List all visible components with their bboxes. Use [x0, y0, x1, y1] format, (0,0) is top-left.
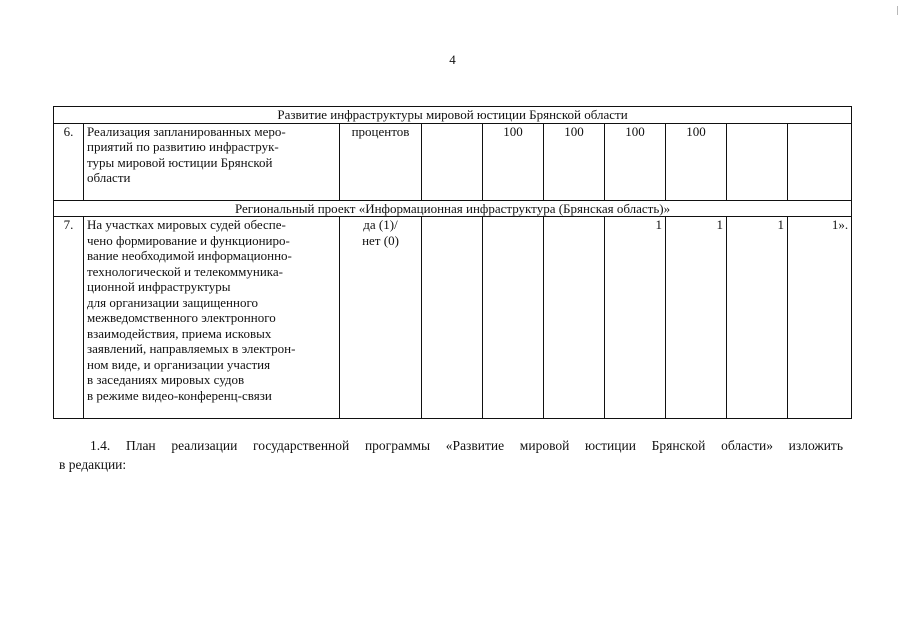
value-cell: 100	[544, 123, 605, 200]
description-line: межведомственного электронного	[87, 310, 276, 325]
description-line: области	[87, 170, 131, 185]
value-cell	[544, 217, 605, 419]
value-cell	[788, 123, 852, 200]
description-line: чено формирование и функциониро-	[87, 232, 290, 248]
value-cell: 100	[666, 123, 727, 200]
unit-cell	[340, 217, 422, 419]
value-cell: 100	[605, 123, 666, 200]
section-title-infrastructure: Развитие инфраструктуры мировой юстиции Брянской области	[54, 107, 852, 124]
unit-line: процентов	[351, 123, 410, 139]
description-line: в режиме видео-конференц-связи	[87, 387, 272, 403]
unit-cell	[340, 123, 422, 200]
indicator-description	[84, 123, 340, 200]
row-number: 7.	[54, 217, 84, 419]
description-line: ционной инфраструктуры	[87, 279, 231, 294]
row-number: 6.	[54, 123, 84, 200]
page-number: 4	[449, 52, 456, 67]
value-cell	[422, 217, 483, 419]
amendment-paragraph	[59, 436, 843, 474]
value-cell: 1».	[788, 217, 852, 419]
indicator-description	[84, 217, 340, 419]
description-line: заявлений, направляемых в электрон-	[87, 341, 296, 356]
paragraph-line: в редакции:	[59, 457, 127, 472]
value-cell: 1	[727, 217, 788, 419]
description-line: для организации защищенного	[87, 294, 258, 310]
value-cell	[422, 123, 483, 200]
description-line: На участках мировых судей обеспе-	[87, 217, 286, 232]
scan-edge-mark	[897, 6, 898, 15]
unit-line: да (1)/	[363, 217, 398, 232]
description-line: туры мировой юстиции Брянской	[87, 154, 273, 170]
section-row-infrastructure	[54, 107, 852, 124]
description-line: взаимодействия, приема исковых	[87, 325, 272, 341]
description-line: технологической и телекоммуника-	[87, 263, 284, 279]
value-cell: 100	[483, 123, 544, 200]
value-cell	[483, 217, 544, 419]
unit-line: нет (0)	[362, 232, 399, 248]
paragraph-line: 1.4. План реализации государственной программы «Развитие мировой юстиции Брянской области» изложить	[90, 438, 843, 453]
value-cell: 1	[605, 217, 666, 419]
description-line: в заседаниях мировых судов	[87, 372, 245, 387]
indicators-table	[53, 106, 852, 419]
table-row-6	[54, 123, 852, 200]
section-title-regional-project: Региональный проект «Информационная инфраструктура (Брянская область)»	[54, 200, 852, 217]
description-line: ном виде, и организации участия	[87, 356, 271, 372]
table-row-7	[54, 217, 852, 419]
description-line: вание необходимой информационно-	[87, 248, 292, 263]
value-cell	[727, 123, 788, 200]
value-cell: 1	[666, 217, 727, 419]
description-line: Реализация запланированных меро-	[87, 123, 286, 139]
section-row-regional-project	[54, 200, 852, 217]
description-line: приятий по развитию инфраструк-	[87, 139, 279, 154]
